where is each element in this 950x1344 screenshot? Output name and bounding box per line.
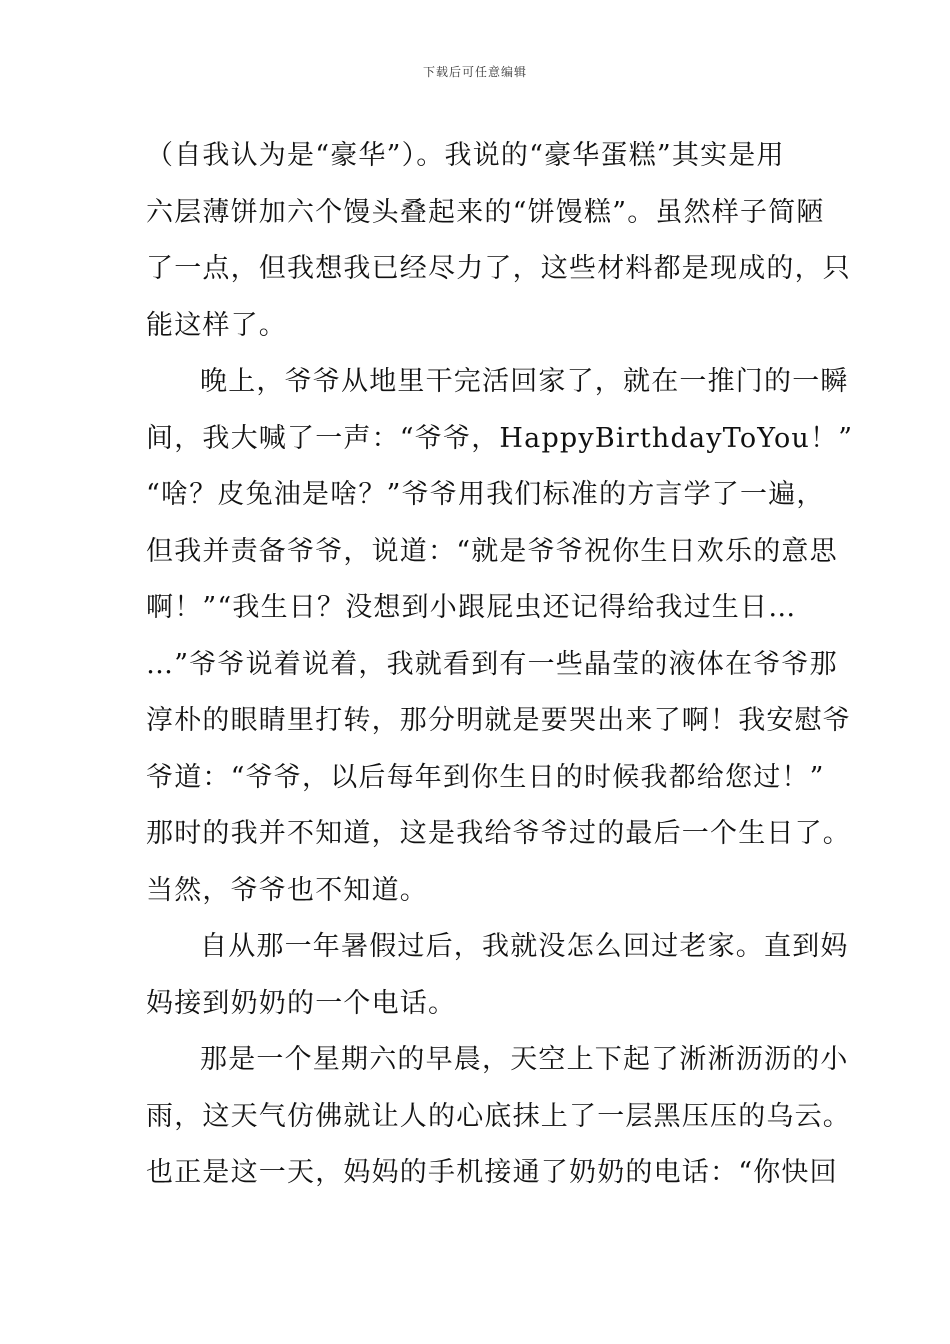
- text-line: 能这样了。: [146, 309, 287, 341]
- text-line: 淳朴的眼睛里打转，那分明就是要哭出来了啊！我安慰爷: [146, 705, 851, 736]
- text-line: 自从那一年暑假过后，我就没怎么回过老家。直到妈: [200, 931, 849, 962]
- text-line: “啥？皮兔油是啥？”爷爷用我们标准的方言学了一遍，: [146, 479, 825, 510]
- text-line: 妈接到奶奶的一个电话。: [146, 987, 457, 1019]
- text-line: 了一点，但我想我已经尽力了，这些材料都是现成的，只: [146, 253, 851, 284]
- text-line: 那时的我并不知道，这是我给爷爷过的最后一个生日了。: [146, 818, 851, 849]
- text-line: 间，我大喊了一声：“爷爷，HappyBirthdayToYou！”: [146, 422, 854, 454]
- text-line: 啊！”“我生日？没想到小跟屁虫还记得给我过生日…: [146, 592, 797, 623]
- text-line: 那是一个星期六的早晨，天空上下起了淅淅沥沥的小: [200, 1044, 849, 1075]
- text-line: 爷道：“爷爷，以后每年到你生日的时候我都给您过！”: [146, 761, 825, 793]
- text-line: 晚上，爷爷从地里干完活回家了，就在一推门的一瞬: [200, 366, 849, 397]
- text-line: 当然，爷爷也不知道。: [146, 874, 428, 906]
- text-line: 六层薄饼加六个馒头叠起来的“饼馒糕”。虽然样子简陋: [146, 196, 825, 228]
- text-line: （自我认为是“豪华”）。我说的“豪华蛋糕”其实是用: [146, 140, 785, 171]
- page-header: 下载后可任意编辑: [422, 65, 527, 79]
- text-line: …”爷爷说着说着，我就看到有一些晶莹的液体在爷爷那: [146, 648, 838, 680]
- text-line: 也正是这一天，妈妈的手机接通了奶奶的电话：“你快回: [146, 1157, 838, 1188]
- text-line: 但我并责备爷爷，说道：“就是爷爷祝你生日欢乐的意思: [146, 535, 838, 567]
- text-line: 雨，这天气仿佛就让人的心底抹上了一层黑压压的乌云。: [146, 1100, 851, 1132]
- document-body: [146, 128, 854, 1202]
